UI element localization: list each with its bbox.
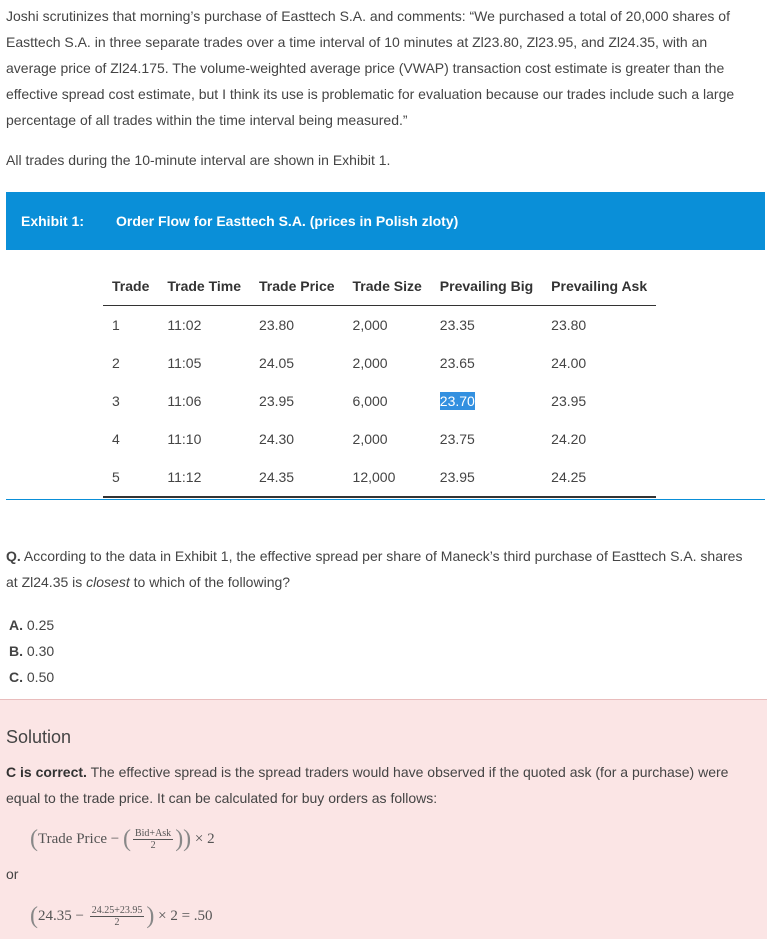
intro-paragraph-2: All trades during the 10-minute interval are shown in Exhibit 1. [6,152,391,168]
column-header: Trade Price [250,270,344,306]
table-cell: 24.00 [551,355,587,371]
table-cell: 23.95 [259,393,295,409]
formula-fraction [90,905,145,928]
formula-lead: 24.35 − [38,907,88,924]
table-row [103,420,656,458]
selected-text[interactable]: 23.70 [439,393,475,409]
column-header: Trade Time [158,270,250,306]
table-cell: 3 [112,393,120,409]
question-body-end: to which of the following? [129,574,291,590]
table-cell: 11:06 [167,393,202,409]
solution-title: Solution [6,727,72,747]
table-cell: 2,000 [352,431,388,447]
solution-answer: C is correct. [6,764,87,780]
option-letter: A. [9,617,23,633]
fraction-numerator: Bid+Ask [134,828,172,839]
column-header: Trade [103,270,158,306]
formula-inner-open: ( [122,826,131,852]
formula-close-paren: ) [146,903,155,929]
exhibit-title: Order Flow for Easttech S.A. (prices in Polish zloty) [116,213,459,229]
formula-tail: × 2 [191,830,215,847]
fraction-numerator: 24.25+23.95 [91,905,143,916]
exhibit-label: Exhibit 1: [21,213,85,229]
table-cell: 24.30 [259,431,295,447]
table-cell: 6,000 [352,393,388,409]
option-text: 0.25 [23,617,55,633]
table-cell: 1 [112,317,120,333]
column-header: Prevailing Big [431,270,542,306]
table-header-row [103,270,656,306]
table-cell: 23.35 [439,317,475,333]
option-a [9,612,54,638]
table-cell: 24.35 [250,458,344,497]
option-b [9,638,54,664]
table-cell: 11:10 [167,431,202,447]
table-cell: 11:05 [167,355,202,371]
table-cell: 23.95 [551,393,587,409]
question-prefix: Q. [6,548,21,564]
table-cell: 23.75 [439,431,475,447]
option-letter: B. [9,643,23,659]
exhibit-header [6,192,765,250]
table-cell: 2,000 [352,317,388,333]
formula-tail: × 2 = .50 [154,907,213,924]
column-header: Trade Size [344,270,431,306]
formula-worked [30,903,213,930]
table-cell: 23.65 [439,355,475,371]
table-cell: 12,000 [344,458,431,497]
table-cell: 5 [103,458,158,497]
question-emphasis: closest [86,574,130,590]
table-cell: 11:02 [167,317,202,333]
fraction-denominator: 2 [150,840,156,851]
table-cell: 24.05 [259,355,295,371]
exhibit-divider [6,499,765,500]
question-body-start: According to the data in Exhibit 1, the effective spread per share of Maneck’s third purchase of Easttech S.A. shares at Zl24.35 is [6,548,743,590]
or-separator: or [6,866,19,882]
formula-open-paren: ( [30,826,38,852]
table-cell: 2 [112,355,120,371]
table-cell: 23.95 [431,458,542,497]
solution-explanation [6,759,758,811]
option-text: 0.50 [23,669,55,685]
table-row [103,344,656,382]
option-text: 0.30 [23,643,55,659]
question-text [6,543,758,595]
table-row [103,458,656,497]
intro-paragraph-1: Joshi scrutinizes that morning’s purchase of Easttech S.A. and comments: “We purchased a total of 20,000 shares of Easttech S.A. in three separate trades over a time interval of 10 minutes at Zl23.80, Zl23.95, and Zl24.35, with an average price of Zl24.175. The volume-weighted average price (VWAP) transaction cost estimate is greater than the effective spread cost estimate, but I think its use is problematic for evaluation because our trades include such a large percentage of all trades within the time interval being measured.” [6,8,735,128]
table-row [103,306,656,345]
table-cell: 23.80 [259,317,295,333]
answer-options [9,612,54,690]
table-cell: 11:12 [158,458,250,497]
table-cell: 23.80 [551,317,587,333]
formula-inner-close: )) [175,826,192,852]
formula-open-paren: ( [30,903,38,929]
table-cell: 24.25 [542,458,656,497]
formula-general [30,826,215,853]
formula-lead: Trade Price − [38,830,123,847]
formula-fraction [133,828,173,851]
solution-body: The effective spread is the spread traders would have observed if the quoted ask (for a purchase) were equal to the trade price. It can be calculated for buy orders as follows: [6,764,729,806]
option-letter: C. [9,669,23,685]
table-cell: 24.20 [551,431,587,447]
table-cell: 4 [112,431,120,447]
table-cell[interactable] [431,382,542,420]
solution-panel [0,699,767,939]
table-row [103,382,656,420]
order-flow-table [103,270,656,498]
intro-text [6,3,758,173]
option-c [9,664,54,690]
fraction-denominator: 2 [114,917,120,928]
column-header: Prevailing Ask [542,270,656,306]
exhibit-body [6,250,765,500]
table-cell: 2,000 [352,355,388,371]
